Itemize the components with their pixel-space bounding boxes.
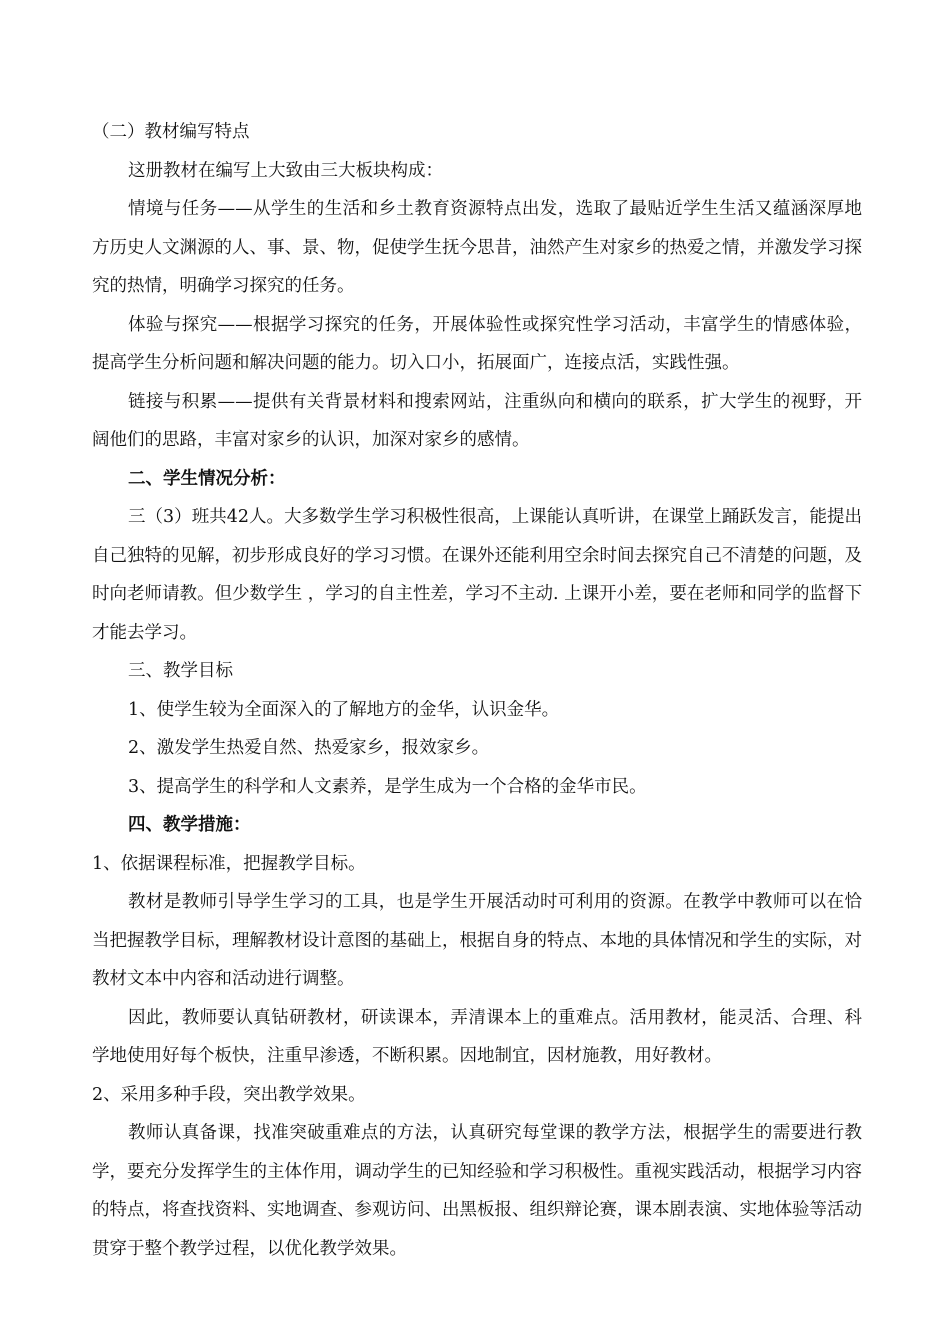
paragraph-experience-inquiry: 体验与探究——根据学习探究的任务，开展体验性或探究性学习活动，丰富学生的情感体验，提高学生分析问题和解决问题的能力。切入口小，拓展面广，连接点活，实践性强。 (92, 314, 862, 373)
section-heading-textbook-features: （二）教材编写特点 (92, 122, 250, 142)
paragraph-intro: 这册教材在编写上大致由三大板块构成： (128, 160, 443, 181)
paragraph-link-accumulate: 链接与积累——提供有关背景材料和搜索网站，注重纵向和横向的联系，扩大学生的视野，开阔他们的思路，丰富对家乡的认识，加深对家乡的感情。 (92, 391, 862, 450)
paragraph-situation-task: 情境与任务——从学生的生活和乡土教育资源特点出发，选取了最贴近学生生活又蕴涵深厚地方历史人文渊源的人、事、景、物，促使学生抚今思昔，油然产生对家乡的热爱之情，并激发学习探究的热情，明确学习探究的任务。 (92, 199, 862, 296)
goal-item: 2、激发学生热爱自然、热爱家乡，报效家乡。 (128, 738, 490, 758)
goal-item: 3、提高学生的科学和人文素养，是学生成为一个合格的金华市民。 (128, 776, 647, 797)
measure-title-2: 2、采用多种手段，突出教学效果。 (92, 1084, 366, 1105)
section-heading-measures: 四、教学措施： (128, 815, 251, 835)
section-heading-student-analysis: 二、学生情况分析： (128, 468, 286, 489)
paragraph-measure2-a: 教师认真备课，找准突破重难点的方法，认真研究每堂课的教学方法，根据学生的需要进行教学，要充分发挥学生的主体作用，调动学生的已知经验和学习积极性。重视实践活动，根据学习内容的特点，将查找资料、实地调查、参观访问、出黑板报、组织辩论赛，课本剧表演、实地体验等活动贯穿于整个教学过程，以优化教学效果。 (92, 1123, 862, 1259)
measure-title-1: 1、依据课程标准，把握教学目标。 (92, 853, 366, 874)
section-heading-goals: 三、教学目标 (128, 661, 233, 681)
paragraph-student-analysis: 三（3）班共42人。大多数学生学习积极性很高，上课能认真听讲，在课堂上踊跃发言，能提出自己独特的见解，初步形成良好的学习习惯。在课外还能利用空余时间去探究自己不清楚的问题，及时向老师请教。但少数学生 ，学习的自主性差，学习不主动. 上课开小差，要在老师和同学的监督下才能去学习。 (92, 507, 862, 643)
paragraph-measure1-b: 因此，教师要认真钻研教材，研读课本，弄清课本上的重难点。活用教材，能灵活、合理、科学地使用好每个板快，注重早渗透，不断积累。因地制宜，因材施教，用好教材。 (92, 1007, 862, 1066)
document-body (92, 113, 862, 1268)
paragraph-measure1-a: 教材是教师引导学生学习的工具，也是学生开展活动时可利用的资源。在教学中教师可以在恰当把握教学目标，理解教材设计意图的基础上，根据自身的特点、本地的具体情况和学生的实际，对教材文本中内容和活动进行调整。 (92, 892, 862, 989)
goal-item: 1、使学生较为全面深入的了解地方的金华，认识金华。 (128, 699, 560, 720)
